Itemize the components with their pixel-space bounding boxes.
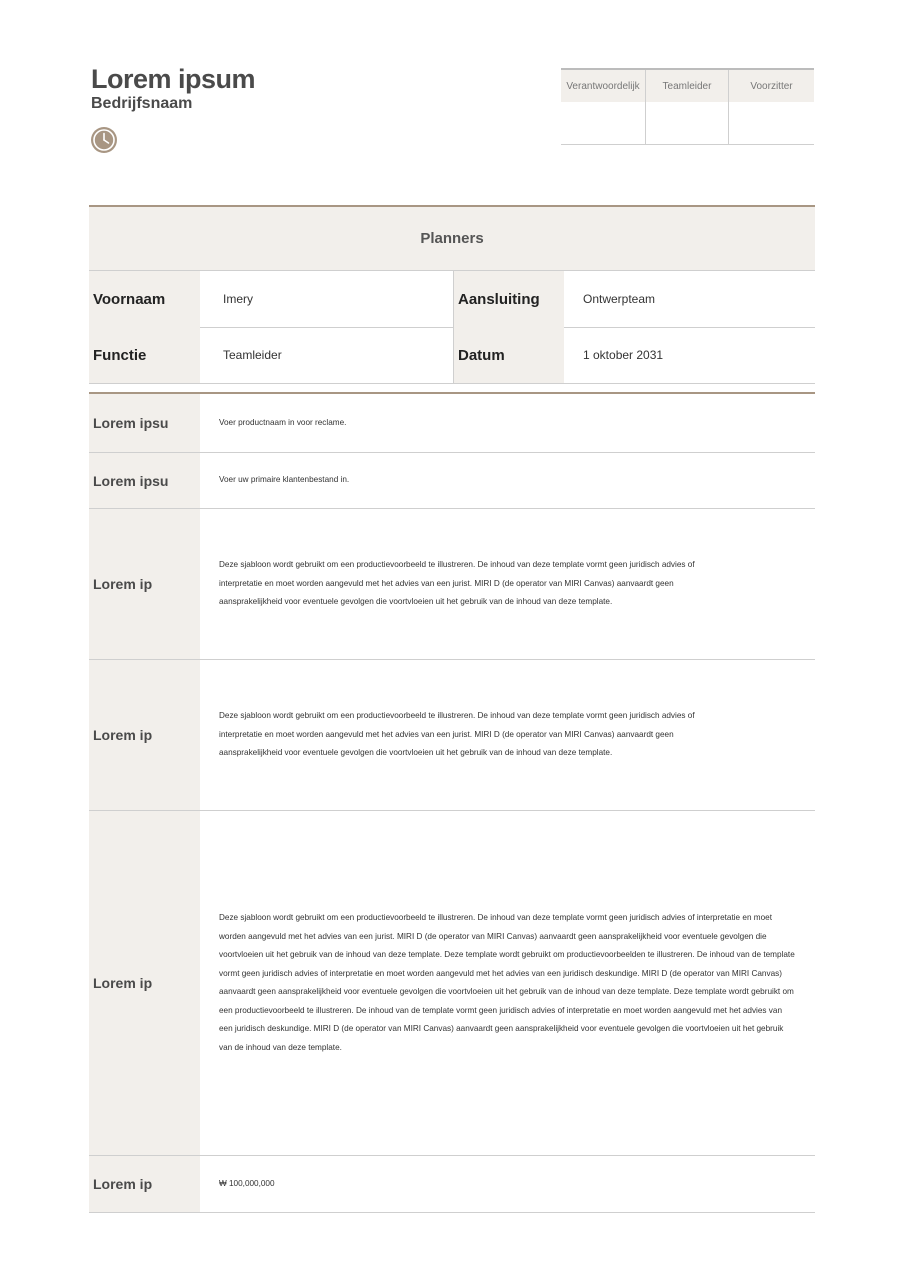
detail-row-label: Lorem ip [89, 1156, 200, 1212]
approval-header: Teamleider [646, 70, 728, 102]
detail-row-value: Voer productnaam in voor reclame. [219, 417, 347, 427]
company-name: Bedrijfsnaam [91, 95, 193, 112]
affiliation-label: Aansluiting [454, 271, 564, 327]
detail-row [89, 660, 815, 811]
detail-row-label: Lorem ipsu [89, 453, 200, 508]
clock-icon [90, 126, 118, 154]
date-value: 1 oktober 2031 [583, 348, 664, 362]
detail-row-label: Lorem ip [89, 811, 200, 1155]
detail-row-value: ₩ 100,000,000 [219, 1178, 275, 1188]
approval-header: Verantwoordelijk [561, 70, 645, 102]
detail-row-label: Lorem ip [89, 660, 200, 810]
detail-row-label: Lorem ip [89, 509, 200, 659]
approval-col-responsible [561, 70, 646, 144]
approval-header: Voorzitter [729, 70, 814, 102]
info-row-function [89, 327, 815, 384]
detail-row [89, 394, 815, 453]
approval-col-teamleader [646, 70, 729, 144]
detail-row [89, 509, 815, 660]
detail-row [89, 811, 815, 1156]
detail-row-value: Voer uw primaire klantenbestand in. [219, 475, 350, 485]
function-label: Functie [89, 327, 200, 383]
first-name-value: Imery [223, 292, 253, 306]
detail-row [89, 1156, 815, 1213]
approval-table [561, 68, 814, 145]
planners-heading: Planners [89, 207, 815, 271]
detail-row-value: Deze sjabloon wordt gebruikt om een productievoorbeeld te illustreren. De inhoud van deze template vormt geen juridisch advies of interpretatie en moet worden aangevuld met het advies van een jurist. MIRI D (de operator van MIRI Canvas) aanvaardt geen aansprakelijkheid voor eventuele gevolgen die voortvloeien uit het gebruik van de inhoud van deze template. [219, 711, 695, 758]
function-value: Teamleider [223, 348, 282, 362]
info-row-name [89, 271, 815, 328]
first-name-label: Voornaam [89, 271, 200, 327]
date-label: Datum [454, 327, 564, 383]
affiliation-value: Ontwerpteam [583, 292, 656, 306]
detail-row-value: Deze sjabloon wordt gebruikt om een productievoorbeeld te illustreren. De inhoud van deze template vormt geen juridisch advies of interpretatie en moet worden aangevuld met het advies van een jurist. MIRI D (de operator van MIRI Canvas) aanvaardt geen aansprakelijkheid voor eventuele gevolgen die voortvloeien uit het gebruik van de inhoud van deze template. [219, 560, 695, 607]
approval-col-chair [729, 70, 814, 144]
document-title: Lorem ipsum [91, 64, 256, 94]
detail-row-label: Lorem ipsu [89, 394, 200, 452]
detail-row [89, 453, 815, 509]
detail-row-value: Deze sjabloon wordt gebruikt om een productievoorbeeld te illustreren. De inhoud van deze template vormt geen juridisch advies of interpretatie en moet worden aangevuld met het advies van een jurist. MIRI D (de operator van MIRI Canvas) aanvaardt geen aansprakelijkheid voor eventuele gevolgen die voortvloeien uit het gebruik van de inhoud van deze template. Deze template wordt gebruikt om productievoorbeelden te illustreren. De inhoud van de template vormt geen juridisch advies of interpretatie en moet worden aangevuld met het advies van een juridisch deskundige. MIRI D (de operator van MIRI Canvas) aanvaardt geen aansprakelijkheid voor eventuele gevolgen die voortvloeien uit het gebruik van de inhoud van deze template. Deze template wordt gebruikt om een productievoorbeeld te illustreren. De inhoud van de template vormt geen juridisch advies of interpretatie en moet worden aangevuld met het advies van een juridisch deskundige. MIRI D (de operator van MIRI Canvas) aanvaardt geen aansprakelijkheid voor eventuele gevolgen die voortvloeien uit het gebruik van de inhoud van deze template. [219, 913, 795, 1052]
